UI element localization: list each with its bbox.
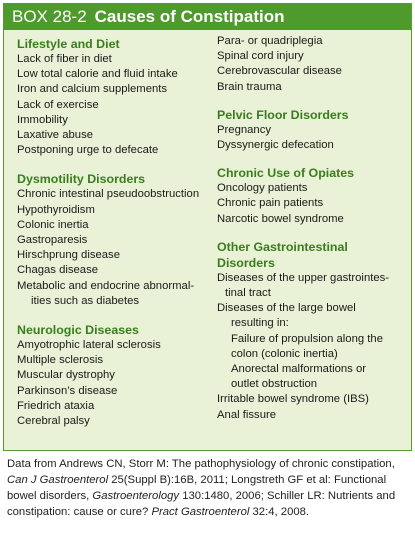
section-heading: Lifestyle and Diet (17, 37, 120, 51)
cause-item: tinal tract (225, 287, 271, 300)
section-heading: Chronic Use of Opiates (217, 166, 355, 181)
box-title: Causes of Constipation (94, 7, 285, 26)
cause-item: Low total calorie and fluid intake (17, 68, 178, 81)
section-heading: Pelvic Floor Disorders (217, 107, 349, 122)
cause-item: Metabolic and endocrine abnormal- (17, 279, 195, 292)
cause-section (217, 165, 409, 227)
right-column (217, 30, 409, 423)
caption-text: Data from Andrews CN, Storr M: The pathophysiology of chronic constipation, (7, 458, 395, 470)
cause-item: Narcotic bowel syndrome (217, 212, 344, 225)
cause-section (17, 322, 213, 429)
cause-item: outlet obstruction (231, 378, 318, 391)
section-heading: Neurologic Diseases (17, 323, 139, 338)
cause-section (217, 107, 409, 153)
source-caption (7, 456, 407, 520)
cause-item: Diseases of the upper gastrointes- (217, 271, 390, 284)
cause-item: Chronic pain patients (217, 197, 324, 210)
causes-box (3, 3, 412, 451)
journal-title: Pract Gastroenterol (151, 506, 250, 519)
cause-item: resulting in: (231, 317, 289, 330)
cause-item: Cerebrovascular disease (217, 65, 342, 78)
cause-item: Para- or quadriplegia (217, 35, 323, 47)
cause-item: Muscular dystrophy (17, 369, 115, 382)
caption-text: 130:1480, 2006; Schiller LR: Nutrients and constipation: cause or cure? (7, 490, 396, 519)
journal-title: Can J Gastroenterol (7, 474, 109, 487)
cause-section (17, 171, 213, 309)
cause-item: Brain trauma (217, 80, 282, 93)
caption-text: 25(Suppl B):16B, 2011; Longstreth GF et al: Functional bowel disorders, (7, 474, 387, 503)
left-column (17, 30, 213, 429)
cause-item: Hirschprung disease (17, 249, 120, 262)
cause-item: Irritable bowel syndrome (IBS) (217, 393, 369, 406)
cause-item: colon (colonic inertia) (231, 347, 338, 360)
cause-item: Multiple sclerosis (17, 354, 104, 367)
cause-item: Oncology patients (217, 182, 308, 195)
cause-item: Chronic intestinal pseudoobstruction (17, 188, 200, 201)
cause-item: Dyssynergic defecation (217, 139, 334, 152)
box-banner (4, 4, 411, 30)
cause-section (217, 34, 409, 95)
cause-item: Parkinson’s disease (17, 384, 118, 397)
cause-item: Failure of propulsion along the (231, 332, 383, 345)
box-number: BOX 28-2 (12, 7, 87, 26)
cause-item: Friedrich ataxia (17, 399, 95, 412)
cause-item: Cerebral palsy (17, 415, 90, 428)
cause-item: ities such as diabetes (31, 294, 140, 307)
cause-item: Pregnancy (217, 123, 272, 136)
cause-section (17, 36, 213, 158)
cause-item: Spinal cord injury (217, 50, 304, 63)
cause-item: Colonic inertia (17, 218, 89, 231)
cause-item: Immobility (17, 113, 68, 126)
cause-item: Gastroparesis (17, 234, 88, 247)
section-heading: Dysmotility Disorders (17, 172, 146, 187)
journal-title: Gastroenterology (92, 490, 180, 503)
cause-section (217, 239, 409, 423)
cause-item: Postponing urge to defecate (17, 144, 159, 157)
cause-item: Diseases of the large bowel (217, 302, 356, 315)
cause-item: Anorectal malformations or (231, 363, 366, 376)
cause-item: Hypothyroidism (17, 203, 95, 216)
cause-item: Amyotrophic lateral sclerosis (17, 339, 161, 352)
section-heading: Other Gastrointestinal Disorders (217, 239, 348, 270)
cause-item: Lack of exercise (17, 98, 99, 111)
cause-item: Chagas disease (17, 264, 99, 277)
cause-item: Iron and calcium supplements (17, 83, 168, 96)
cause-item: Laxative abuse (17, 129, 93, 142)
caption-text: 32:4, 2008. (249, 506, 310, 519)
cause-item: Anal fissure (217, 408, 277, 421)
cause-item: Lack of fiber in diet (17, 53, 112, 65)
